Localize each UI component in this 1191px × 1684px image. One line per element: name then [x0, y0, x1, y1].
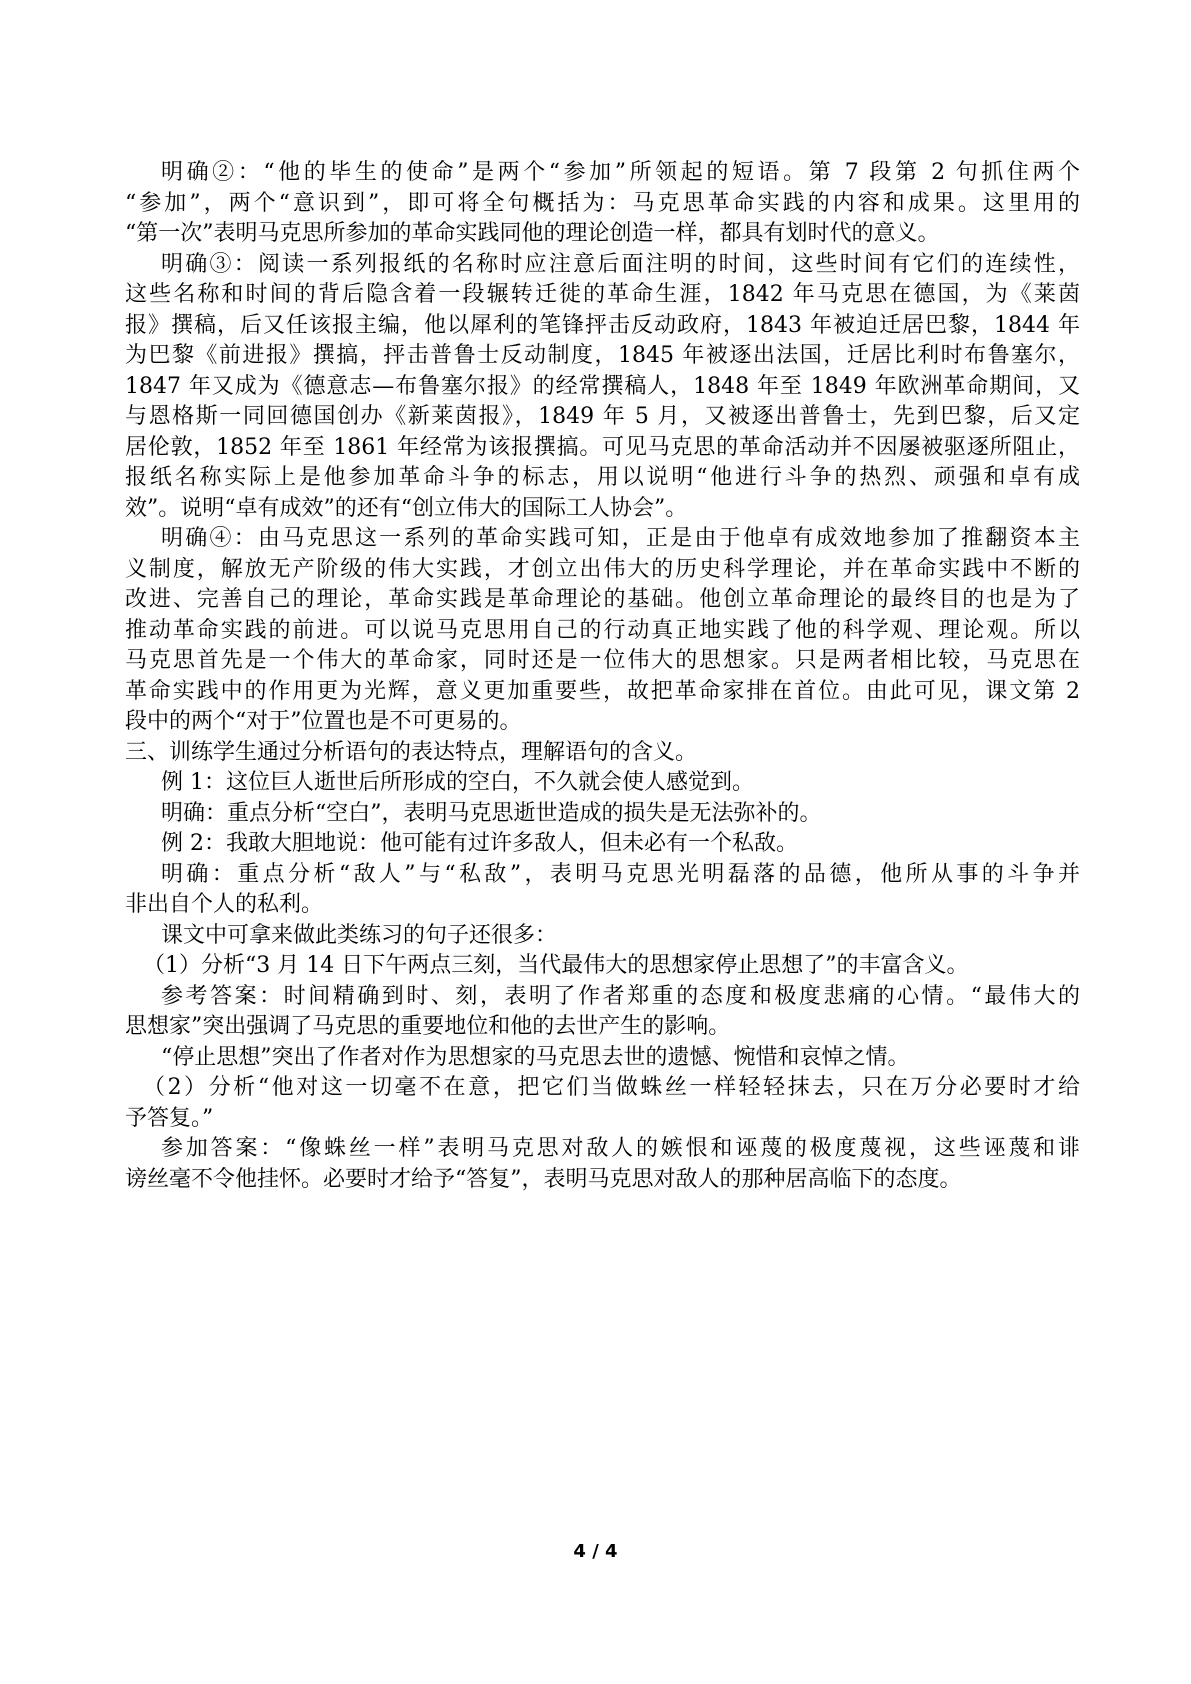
paragraph-line: 明确：重点分析“敌人”与“私敌”，表明马克思光明磊落的品德，他所从事的斗争并 [161, 861, 1080, 887]
answer-line: “停止思想”突出了作者对作为思想家的马克思去世的遗憾、惋惜和哀悼之情。 [161, 1044, 910, 1070]
paragraph-line: 课文中可拿来做此类练习的句子还很多： [161, 922, 558, 948]
answer-line: 参考答案：时间精确到时、刻，表明了作者郑重的态度和极度悲痛的心情。“最伟大的 [161, 983, 1080, 1009]
paragraph-line: 明确：重点分析“空白”，表明马克思逝世造成的损失是无法弥补的。 [161, 800, 822, 826]
paragraph-line: 推动革命实践的前进。可以说马克思用自己的行动真正地实践了他的科学观、理论观。所以 [125, 617, 1080, 643]
paragraph-line: 非出自个人的私利。 [125, 892, 324, 917]
paragraph-line: 改进、完善自己的理论，革命实践是革命理论的基础。他创立革命理论的最终目的也是为了 [125, 587, 1080, 612]
question-line: （1）分析“3 月 14 日下午两点三刻，当代最伟大的思想家停止思想了”的丰富含义。 [143, 953, 969, 978]
answer-line: 思想家”突出强调了马克思的重要地位和他的去世产生的影响。 [125, 1014, 731, 1039]
paragraph-line: 明确④：由马克思这一系列的革命实践可知，正是由于他卓有成效地参加了推翻资本主 [161, 526, 1080, 551]
paragraph-line: 明确②：“他的毕生的使命”是两个“参加”所领起的短语。第 7 段第 2 句抓住两个 [161, 160, 1080, 185]
paragraph-line: 这些名称和时间的背后隐含着一段辗转迁徙的革命生涯，1842 年马克思在德国，为《莱茵 [125, 282, 1080, 307]
paragraph-line: 与恩格斯一同回德国创办《新莱茵报》，1849 年 5 月，又被逐出普鲁士，先到巴黎，后又定 [125, 404, 1080, 429]
example-line: 例 1：这位巨人逝世后所形成的空白，不久就会使人感觉到。 [161, 770, 754, 795]
answer-line: 谤丝毫不令他挂怀。必要时才给予“答复”，表明马克思对敌人的那种居高临下的态度。 [125, 1166, 962, 1192]
page-number: 4 / 4 [573, 1541, 618, 1562]
paragraph-line: “第一次”表明马克思所参加的革命实践同他的理论创造一样，都具有划时代的意义。 [125, 221, 940, 246]
document-body [125, 158, 1080, 1195]
section-heading: 三、训练学生通过分析语句的表达特点，理解语句的含义。 [125, 739, 698, 765]
paragraph-line: 1847 年又成为《德意志—布鲁塞尔报》的经常撰稿人，1848 年至 1849 年欧洲革命期间，又 [125, 373, 1080, 399]
paragraph-line: 马克思首先是一个伟大的革命家，同时还是一位伟大的思想家。只是两者相比较，马克思在 [125, 648, 1080, 673]
paragraph-line: 报》撰稿，后又任该报主编，他以犀利的笔锋抨击反动政府，1843 年被迫迁居巴黎，1844 年 [125, 312, 1080, 338]
answer-line: 参加答案：“像蛛丝一样”表明马克思对敌人的嫉恨和诬蔑的极度蔑视，这些诬蔑和诽 [161, 1136, 1080, 1161]
paragraph-line: 义制度，解放无产阶级的伟大实践，才创立出伟大的历史科学理论，并在革命实践中不断的 [125, 556, 1080, 582]
question-line: （2）分析“他对这一切毫不在意，把它们当做蛛丝一样轻轻抹去，只在万分必要时才给 [143, 1075, 1080, 1100]
paragraph-line: 效”。说明“卓有成效”的还有“创立伟大的国际工人协会”。 [125, 495, 688, 521]
paragraph-line: 段中的两个“对于”位置也是不可更易的。 [125, 709, 522, 734]
paragraph-line: “参加”，两个“意识到”，即可将全句概括为：马克思革命实践的内容和成果。这里用的 [125, 190, 1080, 216]
example-line: 例 2：我敢大胆地说：他可能有过许多敌人，但未必有一个私敌。 [161, 831, 798, 856]
paragraph-line: 革命实践中的作用更为光辉，意义更加重要些，故把革命家排在首位。由此可见，课文第 2 [125, 678, 1080, 704]
paragraph-line: 为巴黎《前进报》撰搞，抨击普鲁士反动制度，1845 年被逐出法国，迁居比利时布鲁塞尔， [125, 343, 1080, 368]
paragraph-line: 报纸名称实际上是他参加革命斗争的标志，用以说明“他进行斗争的热烈、顽强和卓有成 [125, 465, 1080, 490]
paragraph-line: 居伦敦，1852 年至 1861 年经常为该报撰搞。可见马克思的革命活动并不因屡被驱逐所阻止， [125, 434, 1080, 460]
question-line: 予答复。” [125, 1105, 214, 1131]
paragraph-line: 明确③：阅读一系列报纸的名称时应注意后面注明的时间，这些时间有它们的连续性， [161, 251, 1080, 277]
